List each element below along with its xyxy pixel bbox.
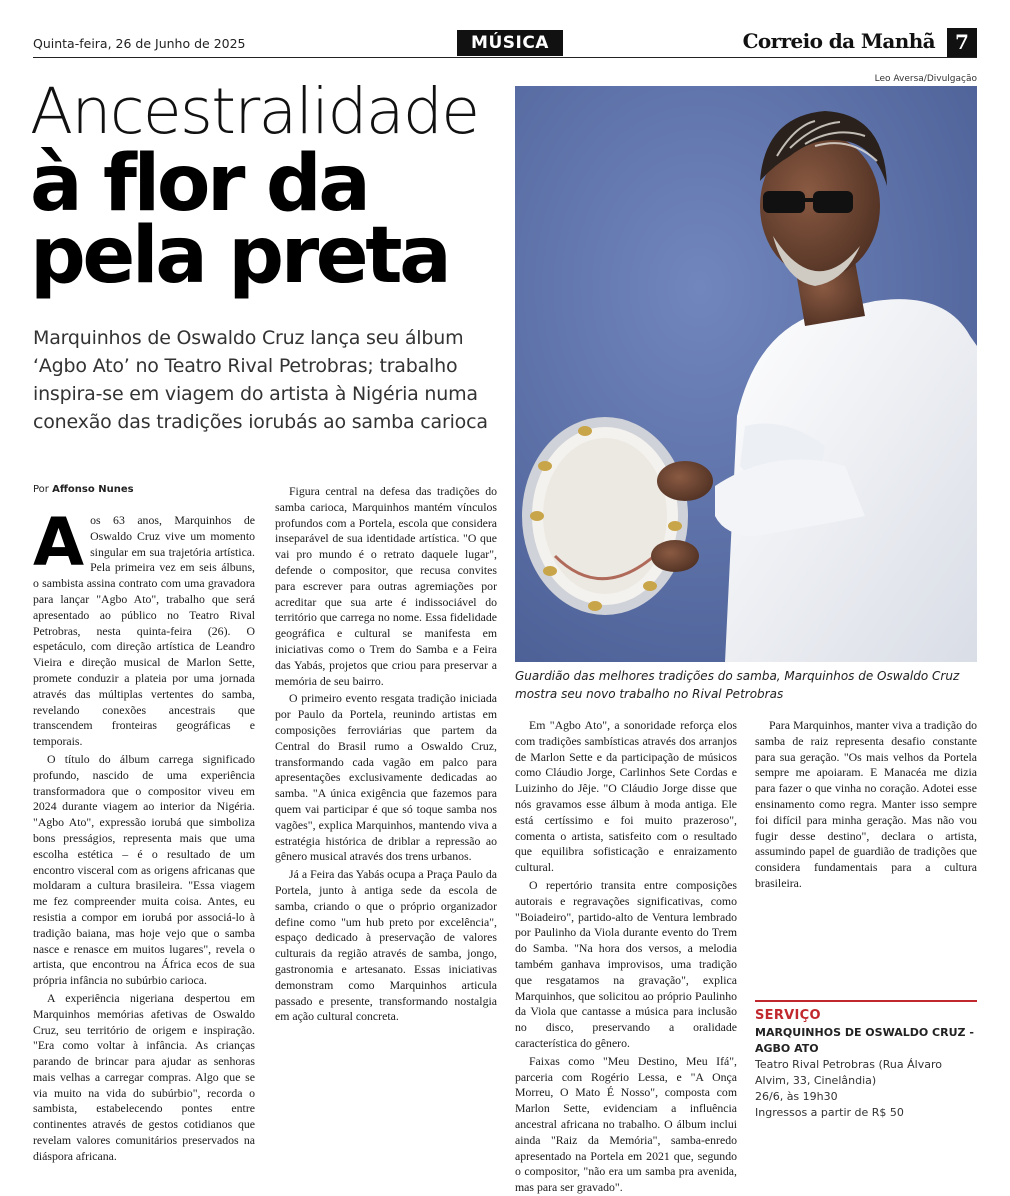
- byline-author: Affonso Nunes: [52, 484, 134, 495]
- article-paragraph: Para Marquinhos, manter viva a tradição do samba de raiz representa desafio constante para sua geração. "Os mais velhos da Portela sempre me apoiaram. E Manacéa me dizia para fazer o que vinha no coração. Adotei esse ensinamento como regra. Manter isso sempre foi difícil para minha geração. Mas não vou fugir desse destino", declara o artista, assumindo papel de guardião de tradições que considera fundamentais para a cultura brasileira.: [755, 718, 977, 890]
- paragraph-text: os 63 anos, Marquinhos de Oswaldo Cruz vive um momento singular em sua trajetória artística. Pela primeira vez em seis álbuns, o sambista assina contrato com uma gravadora para lançar "Agbo Ato", trabalho que será apresentado ao público no Teatro Rival Petrobras, nesta quinta-feira (26). O espetáculo, com direção artística de Leandro Vieira e direção musical de Marlon Sette, promete conduzir a plateia por uma jornada através das múltiplas vertentes do samba, revelando conexões ancestrais que transcendem fronteiras geográficas e temporais.: [33, 513, 255, 749]
- service-venue: Teatro Rival Petrobras (Rua Álvaro Alvim, 33, Cinelândia): [755, 1058, 942, 1087]
- service-datetime: 26/6, às 19h30: [755, 1090, 838, 1103]
- article-column-2: [275, 484, 497, 1130]
- article-paragraph: Figura central na defesa das tradições do samba carioca, Marquinhos mantém vínculos profundos com a Portela, escola que considera inseparável de sua identidade artística. "O que vai pro mundo é o retrato daquele lugar", defende o compositor, que recusa convites para escrever para outras agremiações por acreditar que sua arte é indissociável do território que carrega no nome. Essa fidelidade geográfica e cultural se manifesta em iniciativas como o Trem do Samba e a Feira das Yabás, projetos que criou para preservar a memória de seu bairro.: [275, 484, 497, 688]
- photo-caption: Guardião das melhores tradições do samba, Marquinhos de Oswaldo Cruz mostra seu novo trabalho no Rival Petrobras: [515, 669, 960, 701]
- article-paragraph: O primeiro evento resgata tradição iniciada por Paulo da Portela, reunindo artistas em composições ferroviárias que partem da Central do Brasil rumo a Oswaldo Cruz, transformando cada vagão em palco para apresentações exclusivamente dedicadas ao samba. "A única exigência que fazemos para quem vai participar é que só toque samba nos vagões", explica Marquinhos, mantendo viva a estratégia histórica de driblar a repressão ao gênero musical através dos trens urbanos.: [275, 691, 497, 864]
- article-column-3: [515, 718, 737, 1195]
- article-column-1: [33, 504, 255, 1163]
- section-label: MÚSICA: [457, 30, 563, 56]
- page-header: [33, 28, 977, 58]
- service-title: SERVIÇO: [755, 1008, 821, 1023]
- deck-subheadline: Marquinhos de Oswaldo Cruz lança seu álbum ‘Agbo Ato’ no Teatro Rival Petrobras; trabalho inspira-se em viagem do artista à Nigéria numa conexão das tradições iorubás ao samba carioca: [33, 327, 488, 433]
- article-paragraph: Em "Agbo Ato", a sonoridade reforça elos com tradições sambísticas através dos arranjos de Marlon Sette e da participação de músicos como Cláudio Jorge, Carlinhos Sete Cordas e Luizinho do Jêje. "O Cláudio Jorge disse que nós gravamos esse álbum à moda antiga. Ele está certíssimo e foi muito prazeroso", comenta o artista, satisfeito com o resultado que equilibra sofisticação e enraizamento cultural.: [515, 718, 737, 875]
- headline-line-2: à flor da: [30, 139, 368, 229]
- article-paragraph: O repertório transita entre composições autorais e regravações significativas, como "Boiadeiro", partido-alto de Ventura lembrado por Paulinho da Viola durante evento do Trem do Samba. "Na hora dos versos, a melodia também ganhava improvisos, uma tradição que resgatamos na gravação", explica Marquinhos, que solicitou ao próprio Paulinho da Viola que cantasse a música para inclusão no disco, preservando a oralidade característica do gênero.: [515, 877, 737, 1050]
- newspaper-logo: Correio da Manhã: [742, 29, 935, 53]
- service-price: Ingressos a partir de R$ 50: [755, 1106, 904, 1119]
- article-photo: [515, 86, 977, 662]
- service-box: [755, 1000, 977, 1121]
- header-date: Quinta-feira, 26 de Junho de 2025: [33, 36, 246, 51]
- article-paragraph: Faixas como "Meu Destino, Meu Ifá", parceria com Rogério Lessa, e "A Onça Morreu, O Mato É Nosso", composta com Marlon Sette, evidenciam a influência ancestral africana no trabalho. O álbum inclui ainda "Raiz da Memória", samba-enredo apresentado na Portela em 2021 que, segundo o compositor, "não era um samba pra avenida, mas para ser gravado".: [515, 1053, 737, 1195]
- article-column-4: [755, 718, 977, 990]
- article-paragraph: [33, 504, 255, 750]
- service-show-name: MARQUINHOS DE OSWALDO CRUZ - AGBO ATO: [755, 1026, 974, 1055]
- headline-line-1: Ancestralidade: [30, 75, 479, 148]
- man-with-tambourine-photo: [515, 86, 977, 662]
- byline: [33, 484, 134, 495]
- headline: [30, 75, 510, 301]
- article-paragraph: A experiência nigeriana despertou em Marquinhos memórias afetivas de Oswaldo Cruz, seu território de origem e inspiração. "Era como voltar à infância. As crianças parando de brincar para ajudar as senhoras mais velhas a carregar compras. Algo que se via muito na vida do subúrbio", recorda o sambista, estabelecendo pontes entre continentes através de gestos cotidianos que revelam valores comunitários preservados na diáspora africana.: [33, 990, 255, 1163]
- article-paragraph: Já a Feira das Yabás ocupa a Praça Paulo da Portela, junto à antiga sede da escola de samba, criando o que o próprio organizador define como "um hub preto por excelência", espaço dedicado à preservação de valores culturais da região através de samba, jongo, gastronomia e artesanato. Essas iniciativas demonstram como Marquinhos articula passado e presente, transformando nostalgia em ação cultural concreta.: [275, 867, 497, 1024]
- headline-line-3: pela preta: [30, 211, 449, 301]
- photo-credit: Leo Aversa/Divulgação: [874, 74, 977, 84]
- article-paragraph: O título do álbum carrega significado profundo, nascido de uma experiência transformadora que o compositor viveu em 2024 durante viagem ao interior da Nigéria. "Agbo Ato", expressão iorubá que simboliza bons presságios, representa mais que uma escolha estética – é o resultado de um encontro visceral com as origens africanas que moldaram a cultura brasileira. "Essa viagem me fez compreender muita coisa. Antes, eu resistia a compor em iorubá por associá-lo à tradição baiana, mas hoje vejo que o samba nasce e renasce em muitos lugares", revela o artista, que encontrou na África ecos de sua própria infância no subúrbio carioca.: [33, 751, 255, 988]
- byline-prefix: Por: [33, 484, 49, 495]
- dropcap-letter: A: [33, 504, 85, 581]
- page-number: 7: [947, 28, 977, 57]
